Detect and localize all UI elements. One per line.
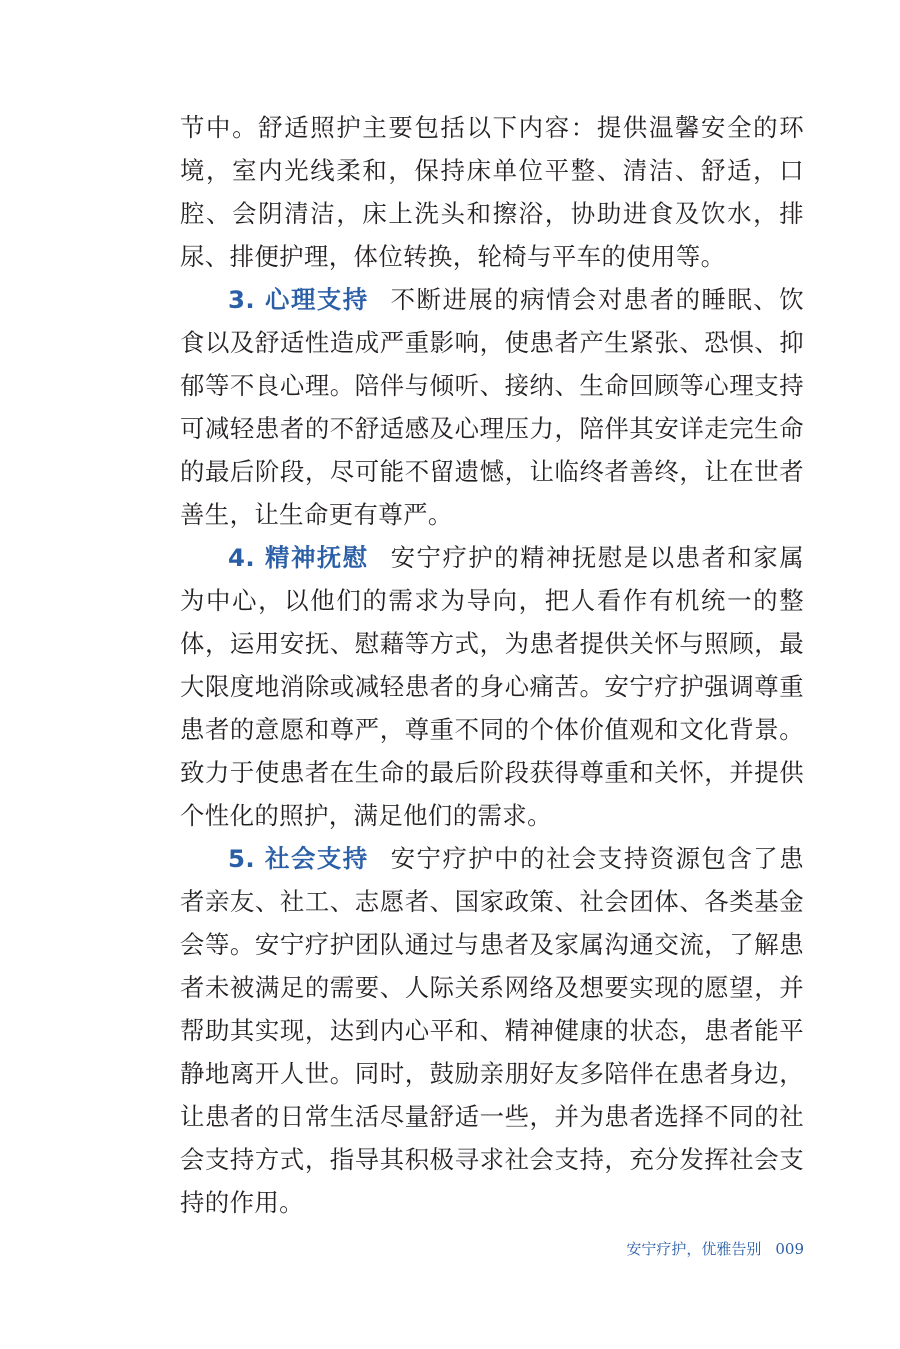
section-heading-social-support: 5. 社会支持 <box>228 844 369 873</box>
paragraph-text: 安宁疗护的精神抚慰是以患者和家属为中心，以他们的需求为导向，把人看作有机统一的整体，运用安抚、慰藉等方式，为患者提供关怀与照顾，最大限度地消除或减轻患者的身心痛苦。安宁疗护强调尊重患者的意愿和尊严，尊重不同的个体价值观和文化背景。致力于使患者在生命的最后阶段获得尊重和关怀，并提供个性化的照护，满足他们的需求。 <box>180 543 804 830</box>
page-body <box>180 106 804 1224</box>
paragraph-spiritual-comfort <box>180 536 804 837</box>
paragraph-comfort-care-continued <box>180 106 804 278</box>
page-footer <box>626 1238 804 1259</box>
paragraph-psychological-support <box>180 278 804 536</box>
paragraph-text: 安宁疗护中的社会支持资源包含了患者亲友、社工、志愿者、国家政策、社会团体、各类基金会等。安宁疗护团队通过与患者及家属沟通交流，了解患者未被满足的需要、人际关系网络及想要实现的愿望，并帮助其实现，达到内心平和、精神健康的状态，患者能平静地离开人世。同时，鼓励亲朋好友多陪伴在患者身边，让患者的日常生活尽量舒适一些，并为患者选择不同的社会支持方式，指导其积极寻求社会支持，充分发挥社会支持的作用。 <box>180 844 804 1217</box>
paragraph-text: 节中。舒适照护主要包括以下内容：提供温馨安全的环境，室内光线柔和，保持床单位平整、清洁、舒适，口腔、会阴清洁，床上洗头和擦浴，协助进食及饮水，排尿、排便护理，体位转换，轮椅与平车的使用等。 <box>180 113 804 271</box>
section-heading-psychological-support: 3. 心理支持 <box>228 285 369 314</box>
section-heading-spiritual-comfort: 4. 精神抚慰 <box>228 543 369 572</box>
paragraph-text: 不断进展的病情会对患者的睡眠、饮食以及舒适性造成严重影响，使患者产生紧张、恐惧、抑郁等不良心理。陪伴与倾听、接纳、生命回顾等心理支持可减轻患者的不舒适感及心理压力，陪伴其安详走完生命的最后阶段，尽可能不留遗憾，让临终者善终，让在世者善生，让生命更有尊严。 <box>180 285 804 529</box>
paragraph-social-support <box>180 837 804 1224</box>
page-number: 009 <box>775 1240 804 1258</box>
running-title: 安宁疗护，优雅告别 <box>626 1240 762 1258</box>
